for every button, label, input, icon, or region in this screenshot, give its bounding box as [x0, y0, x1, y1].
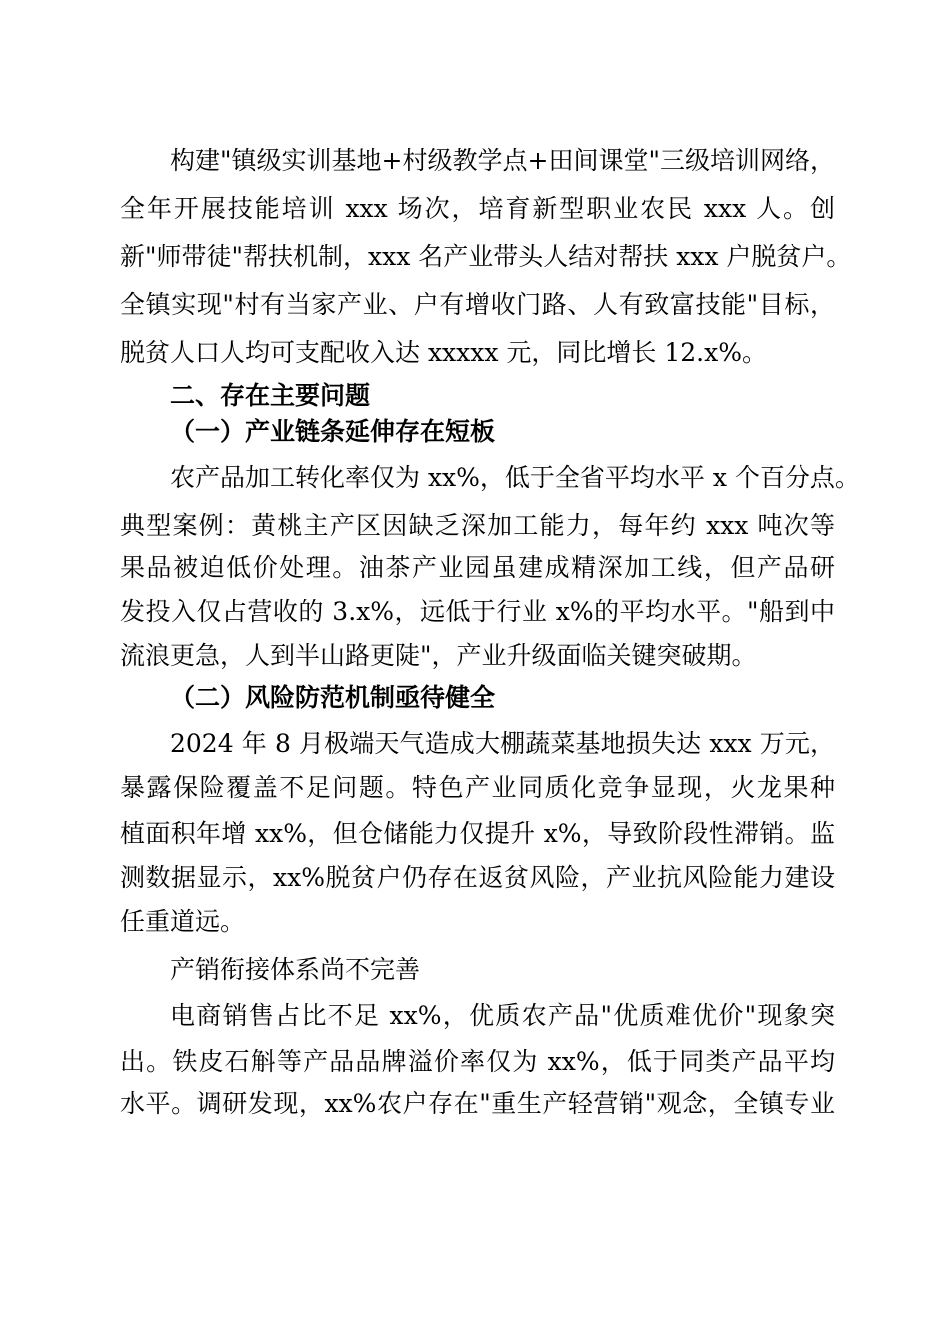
sub1-line-4: 发投入仅占营收的 3.x%，远低于行业 x%的平均水平。"船到中 — [120, 597, 835, 626]
sub3-line-3: 水平。调研发现，xx%农户存在"重生产轻营销"观念，全镇专业 — [120, 1089, 835, 1118]
sub1-line-1: 农产品加工转化率仅为 xx%，低于全省平均水平 x 个百分点。 — [170, 463, 860, 492]
intro-line-5: 脱贫人口人均可支配收入达 xxxxx 元，同比增长 12.x%。 — [120, 338, 767, 367]
sub2-line-5: 任重道远。 — [120, 907, 246, 936]
sub3-heading: 产销衔接体系尚不完善 — [170, 955, 421, 984]
sub1-line-5: 流浪更急，人到半山路更陡"，产业升级面临关键突破期。 — [120, 641, 757, 670]
intro-line-2: 全年开展技能培训 xxx 场次，培育新型职业农民 xxx 人。创 — [120, 194, 835, 223]
intro-line-4: 全镇实现"村有当家产业、户有增收门路、人有致富技能"目标， — [120, 290, 835, 319]
sub2-line-4: 测数据显示，xx%脱贫户仍存在返贫风险，产业抗风险能力建设 — [120, 863, 835, 892]
sub2-heading: （二）风险防范机制亟待健全 — [170, 683, 496, 712]
sub3-line-2: 出。铁皮石斛等产品品牌溢价率仅为 xx%，低于同类产品平均 — [120, 1047, 835, 1076]
sub1-heading: （一）产业链条延伸存在短板 — [170, 417, 496, 446]
sub2-line-3: 植面积年增 xx%，但仓储能力仅提升 x%，导致阶段性滞销。监 — [120, 819, 835, 848]
intro-line-3: 新"师带徒"帮扶机制，xxx 名产业带头人结对帮扶 xxx 户脱贫户。 — [120, 242, 852, 271]
main-heading: 二、存在主要问题 — [170, 381, 371, 410]
sub3-line-1: 电商销售占比不足 xx%，优质农产品"优质难优价"现象突 — [170, 1001, 835, 1030]
sub1-line-2: 典型案例：黄桃主产区因缺乏深加工能力，每年约 xxx 吨次等 — [120, 511, 835, 540]
intro-line-1: 构建"镇级实训基地+村级教学点+田间课堂"三级培训网络， — [170, 146, 835, 175]
sub2-line-2: 暴露保险覆盖不足问题。特色产业同质化竞争显现，火龙果种 — [120, 773, 835, 802]
sub2-line-1: 2024 年 8 月极端天气造成大棚蔬菜基地损失达 xxx 万元， — [170, 729, 835, 758]
sub1-line-3: 果品被迫低价处理。油茶产业园虽建成精深加工线，但产品研 — [120, 553, 835, 582]
